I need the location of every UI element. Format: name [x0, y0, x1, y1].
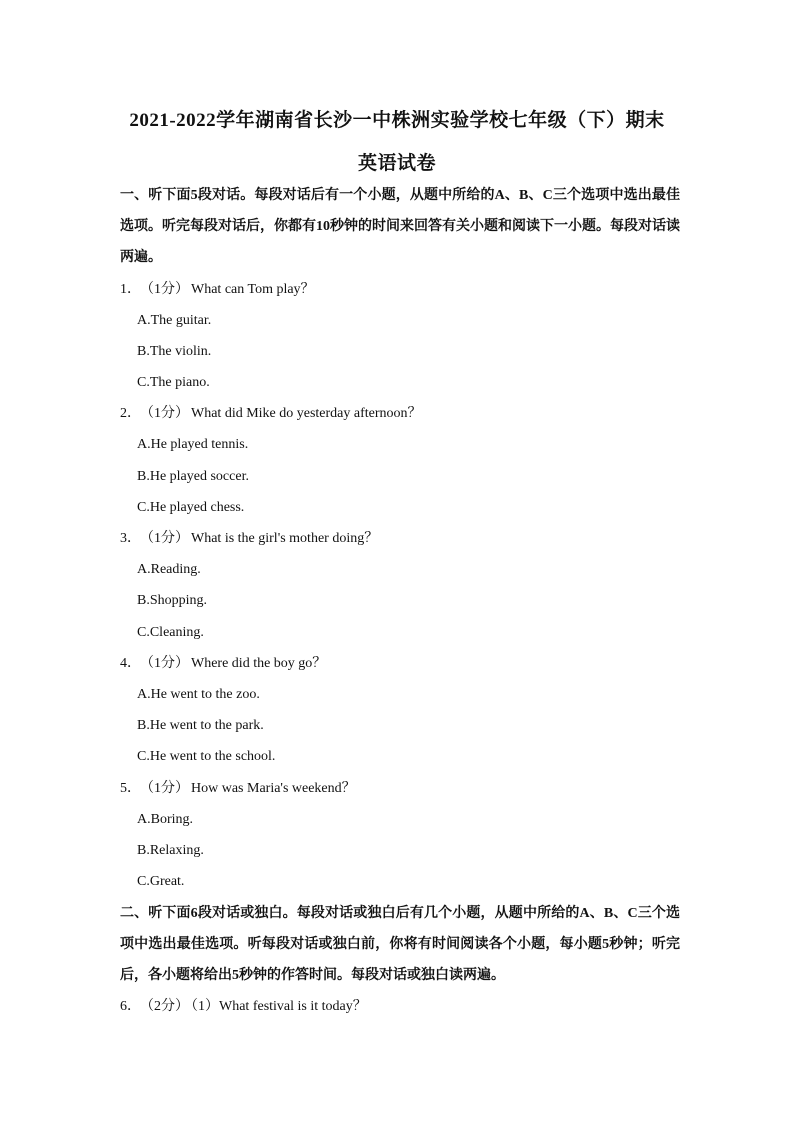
option-c: C.He played chess. [137, 500, 245, 515]
question-2 [120, 404, 422, 424]
question-number: 1． [120, 282, 141, 297]
question-score: （1分） [147, 531, 189, 546]
option-b: B.Shopping. [137, 593, 208, 608]
option-a: A.Reading. [137, 562, 201, 577]
option-c: C.He went to the school. [137, 749, 276, 764]
option-c: C.Cleaning. [137, 625, 204, 640]
question-text: What is the girl's mother doing？ [191, 531, 379, 546]
option-b: B.The violin. [137, 344, 212, 359]
question-number: 6． [120, 999, 141, 1014]
question-4 [120, 654, 326, 674]
question-1 [120, 280, 315, 300]
option-c: C.Great. [137, 874, 185, 889]
question-score: （1分） [147, 656, 189, 671]
question-3 [120, 529, 378, 549]
exam-title-line2: 英语试卷 [357, 153, 436, 174]
question-score: （1分） [147, 781, 189, 796]
question-text: What did Mike do yesterday afternoon？ [191, 406, 422, 421]
option-b: B.He went to the park. [137, 718, 264, 733]
option-a: A.He played tennis. [137, 437, 249, 452]
option-c: C.The piano. [137, 375, 210, 390]
question-text: How was Maria's weekend？ [191, 781, 356, 796]
question-number: 3． [120, 531, 141, 546]
option-a: A.Boring. [137, 812, 193, 827]
question-text: Where did the boy go？ [191, 656, 327, 671]
question-score: （1分） [147, 282, 189, 297]
sub-question-number: （1） [191, 999, 219, 1014]
question-score: （2分） [147, 999, 189, 1014]
question-number: 2． [120, 406, 141, 421]
question-number: 5． [120, 781, 141, 796]
option-b: B.He played soccer. [137, 469, 249, 484]
option-a: A.The guitar. [137, 313, 212, 328]
exam-title-line1: 2021-2022学年湖南省长沙一中株洲实验学校七年级（下）期末 [129, 110, 665, 131]
question-5 [120, 779, 356, 799]
question-number: 4． [120, 656, 141, 671]
question-6 [120, 997, 367, 1017]
option-a: A.He went to the zoo. [137, 687, 260, 702]
section-2-instructions: 二、听下面6段对话或独白。每段对话或独白后有几个小题，从题中所给的A、B、C三个选项中选出最佳选项。听每段对话或独白前，你将有时间阅读各个小题，每小题5秒钟；听完后，各小题将给出5秒钟的作答时间。每段对话或独白读两遍。 [120, 906, 680, 983]
question-score: （1分） [147, 406, 189, 421]
question-text: What can Tom play？ [191, 282, 315, 297]
question-text: What festival is it today？ [219, 999, 367, 1014]
section-1-instructions: 一、听下面5段对话。每段对话后有一个小题，从题中所给的A、B、C三个选项中选出最佳选项。听完每段对话后，你都有10秒钟的时间来回答有关小题和阅读下一小题。每段对话读两遍。 [120, 188, 680, 265]
option-b: B.Relaxing. [137, 843, 204, 858]
